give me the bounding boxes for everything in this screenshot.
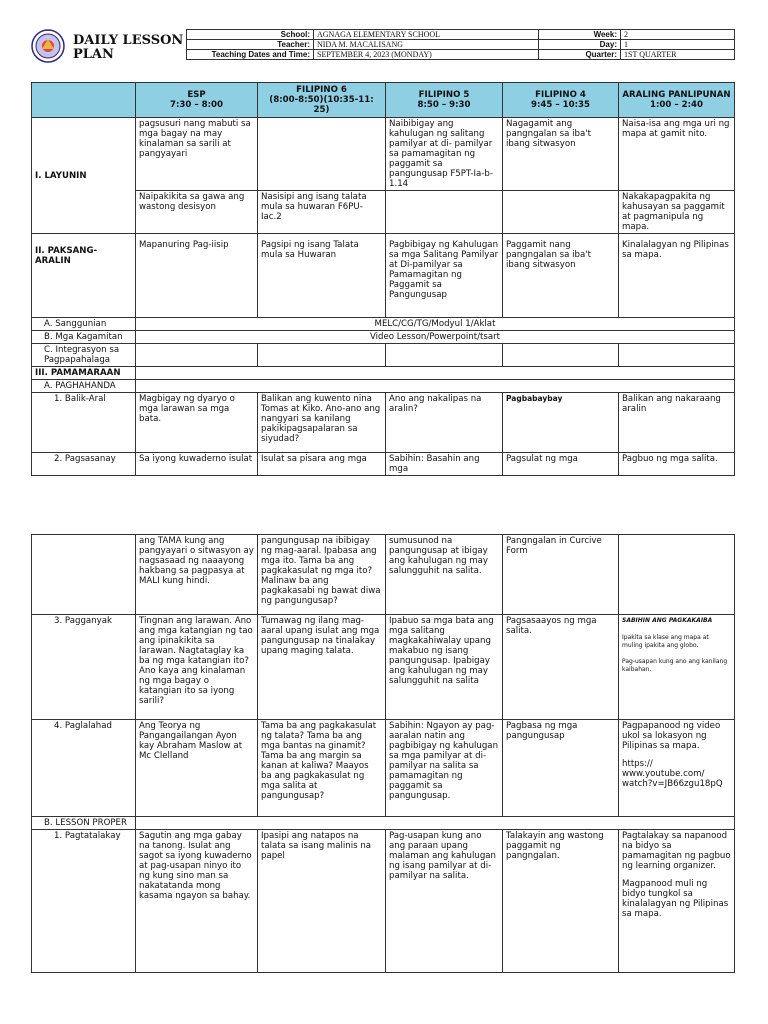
sanggunian-value: MELC/CG/TG/Modyul 1/Aklat: [136, 318, 735, 331]
table-row: [32, 453, 735, 476]
row-label-integrasyon: C. Integrasyon sa Pagpapahalaga: [32, 344, 136, 367]
cell: Naipakikita sa gawa ang wastong desisyon: [136, 191, 258, 234]
row-label-pamamaraan: III. PAMAMARAAN: [32, 367, 136, 380]
table-row: [32, 234, 735, 318]
pagtatalakay-ap-p1: Pagtalakay sa napanood na bidyo sa pamamagitan ng pagbuo ng learning organizer.: [622, 831, 731, 871]
cell: ang TAMA kung ang pangyayari o sitwasyon ay nagsasaad ng naaayong hakbang sa pagpasya at MALI kung hindi.: [136, 535, 258, 615]
teacher-label: Teacher:: [187, 40, 314, 50]
day-value: 1: [621, 40, 735, 50]
cell: Nakakapagpakita ng kahusayan sa paggamit at pagmanipula ng mapa.: [619, 191, 735, 234]
cell: [136, 380, 735, 393]
cell: Pagsulat ng mga: [503, 453, 619, 476]
row-label-pagsasanay: 2. Pagsasanay: [32, 453, 136, 476]
cell: [619, 344, 735, 367]
cell: Naibibigay ang kahulugan ng salitang pamilyar at di- pamilyar sa pamamagitan ng paggamit sa pangungusap F5PT-Ia-b-1.14: [386, 118, 503, 191]
pagtatalakay-ap-p2: Magpanood muli ng bidyo tungkol sa kinalalagyan ng Pilipinas sa mapa.: [622, 879, 729, 919]
cell: Pagsasaayos ng mga salita.: [503, 615, 619, 720]
cell: Balikan ang kuwento nina Tomas at Kiko. Ano-ano ang nangyari sa kanilang pakikipagsapalaran sa siyudad?: [258, 393, 386, 453]
cell: [619, 535, 735, 615]
table-row: [32, 393, 735, 453]
lesson-plan-table-page1: [31, 82, 735, 476]
row-label-lesson-proper: B. LESSON PROPER: [32, 817, 136, 830]
quarter-value: 1ST QUARTER: [621, 50, 735, 60]
pagganyak-ap-p2: Pag-usapan kung ano ang kanilang kaibahan.: [622, 658, 728, 673]
table-row: [32, 191, 735, 234]
row-label-balik-aral: 1. Balik-Aral: [32, 393, 136, 453]
column-header-esp: ESP 7:30 – 8:00: [136, 83, 258, 118]
row-label-pagtatalakay: 1. Pagtatalakay: [32, 830, 136, 973]
cell: [619, 830, 735, 973]
cell: [136, 817, 735, 830]
document-title: [73, 34, 183, 62]
cell: Pagsipi ng isang Talata mula sa Huwaran: [258, 234, 386, 318]
table-row: [32, 615, 735, 720]
row-label-sanggunian: A. Sanggunian: [32, 318, 136, 331]
cell: Sagutin ang mga gabay na tanong. Isulat ang sagot sa iyong kuwaderno at pag-usapan ninyo ito ng kung sino man sa nakatatanda mong kasama ngayon sa bahay.: [136, 830, 258, 973]
row-label-pagganyak: 3. Pagganyak: [32, 615, 136, 720]
paglalahad-ap-link[interactable]: https:// www.youtube.com/ watch?v=JB66zgu18pQ: [622, 759, 723, 789]
table-row: [32, 318, 735, 331]
pagganyak-ap-title: SABIHIN ANG PAGKAKAIBA: [622, 617, 713, 624]
row-label-layunin: I. LAYUNIN: [32, 118, 136, 234]
teacher-value: NIDA M. MACALISANG: [314, 40, 539, 50]
table-row: [32, 830, 735, 973]
cell: Sabihin: Ngayon ay pag-aaralan natin ang pagbibigay ng kahulugan sa mga pamilyar at di-pamilyar na salita sa pamamagitan ng paggamit sa pangungusap.: [386, 720, 503, 817]
cell: sumusunod na pangungusap at ibigay ang kahulugan ng may salungguhit na salita.: [386, 535, 503, 615]
table-row: [32, 380, 735, 393]
cell: Pagbuo ng mga salita.: [619, 453, 735, 476]
cell: [503, 344, 619, 367]
row-label-paglalahad: 4. Paglalahad: [32, 720, 136, 817]
day-label: Day:: [539, 40, 621, 50]
paglalahad-ap-p1: Pagpapanood ng video ukol sa lokasyon ng Pilipinas sa mapa.: [622, 721, 721, 751]
cell: Isulat sa pisara ang mga: [258, 453, 386, 476]
row-label-paghahanda: A. PAGHAHANDA: [32, 380, 136, 393]
table-row: [32, 367, 735, 380]
row-label-paksang-aralin: II. PAKSANG-ARALIN: [32, 234, 136, 318]
column-header-filipino5: FILIPINO 5 8:50 – 9:30: [386, 83, 503, 118]
column-header-ap: ARALING PANLIPUNAN 1:00 – 2:40: [619, 83, 735, 118]
kagamitan-value: Video Lesson/Powerpoint/tsart: [136, 331, 735, 344]
table-row: [32, 344, 735, 367]
cell: Nasisipi ang isang talata mula sa huwaran F6PU-Iac.2: [258, 191, 386, 234]
cell: Naisa-isa ang mga uri ng mapa at gamit nito.: [619, 118, 735, 191]
header-info-table: [186, 29, 735, 60]
dates-label: Teaching Dates and Time:: [187, 50, 314, 60]
table-row: [32, 118, 735, 191]
school-value: AGNAGA ELEMENTARY SCHOOL: [314, 30, 539, 40]
title-line-1: DAILY LESSON: [73, 33, 184, 48]
cell: Sa iyong kuwaderno isulat: [136, 453, 258, 476]
cell: Sabihin: Basahin ang mga: [386, 453, 503, 476]
cell: [32, 535, 136, 615]
cell: [136, 344, 258, 367]
document-header: [31, 29, 734, 65]
cell: Pagbabaybay: [503, 393, 619, 453]
cell: Balikan ang nakaraang aralin: [619, 393, 735, 453]
header-empty: [32, 83, 136, 118]
cell: [258, 344, 386, 367]
cell: Paggamit nang pangngalan sa iba't ibang sitwasyon: [503, 234, 619, 318]
cell: Tumawag ng ilang mag-aaral upang isulat ang mga pangungusap na tinalakay upang maging talata.: [258, 615, 386, 720]
deped-seal-icon: [31, 29, 65, 63]
cell: Ang Teorya ng Pangangailangan Ayon kay Abraham Maslow at Mc Clelland: [136, 720, 258, 817]
cell: pangungusap na ibibigay ng mag-aaral. Ipabasa ang mga ito. Tama ba ang pagkakasulat ng mga ito? Malinaw ba ang pagkakasabi ng bawat diwa ng pangungusap?: [258, 535, 386, 615]
school-label: School:: [187, 30, 314, 40]
cell: Pagbibigay ng Kahulugan sa mga Salitang Pamilyar at Di-pamilyar sa Pamamagitan ng Paggamit sa Pangungusap: [386, 234, 503, 318]
cell: [136, 367, 735, 380]
table-row: [32, 720, 735, 817]
cell: [619, 615, 735, 720]
table-row: [32, 817, 735, 830]
cell: [619, 720, 735, 817]
cell: pagsusuri nang mabuti sa mga bagay na may kinalaman sa sarili at pangyayari: [136, 118, 258, 191]
row-label-kagamitan: B. Mga Kagamitan: [32, 331, 136, 344]
cell: Pagbasa ng mga pangungusap: [503, 720, 619, 817]
pagganyak-ap-p1: Ipakita sa klase ang mapa at muling ipakita ang globo.: [622, 634, 709, 649]
cell: [386, 344, 503, 367]
cell: Nagagamit ang pangngalan sa iba't ibang sitwasyon: [503, 118, 619, 191]
cell: Tingnan ang larawan. Ano ang mga katangian ng tao ang ipinakikita sa larawan. Nagtataglay ka ba ng mga katangian ito? Ano kaya ang kinalaman ng mga bagay o katangian ito sa iyong sarili?: [136, 615, 258, 720]
quarter-label: Quarter:: [539, 50, 621, 60]
cell: Ipasipi ang natapos na talata sa isang malinis na papel: [258, 830, 386, 973]
cell: [386, 191, 503, 234]
cell: Kinalalagyan ng Pilipinas sa mapa.: [619, 234, 735, 318]
column-header-row: [32, 83, 735, 118]
title-line-2: PLAN: [73, 47, 114, 62]
cell: Mapanuring Pag-iisip: [136, 234, 258, 318]
column-header-filipino6: FILIPINO 6 (8:00-8:50)(10:35-11: 25): [258, 83, 386, 118]
cell: Pag-usapan kung ano ang paraan upang malaman ang kahulugan ng isang pamilyar at di-pamilyar na salita.: [386, 830, 503, 973]
cell: [258, 118, 386, 191]
cell: Magbigay ng dyaryo o mga larawan sa mga bata.: [136, 393, 258, 453]
cell: Ipabuo sa mga bata ang mga salitang magkakahiwalay upang makabuo ng isang pangungusap. Ipabigay ang kahulugan ng may salungguhit na salita: [386, 615, 503, 720]
dates-value: SEPTEMBER 4, 2023 (MONDAY): [314, 50, 539, 60]
week-value: 2: [621, 30, 735, 40]
cell: Ano ang nakalipas na aralin?: [386, 393, 503, 453]
cell: Talakayin ang wastong paggamit ng pangngalan.: [503, 830, 619, 973]
cell: Tama ba ang pagkakasulat ng talata? Tama ba ang mga bantas na ginamit? Tama ba ang margin sa kanan at kaliwa? Maayos ba ang pagkakasulat ng mga salita at pangungusap?: [258, 720, 386, 817]
table-row: [32, 331, 735, 344]
week-label: Week:: [539, 30, 621, 40]
cell: Pangngalan in Curcive Form: [503, 535, 619, 615]
cell: [503, 191, 619, 234]
column-header-filipino4: FILIPINO 4 9:45 – 10:35: [503, 83, 619, 118]
table-row: [32, 535, 735, 615]
lesson-plan-table-page2: [31, 534, 735, 973]
